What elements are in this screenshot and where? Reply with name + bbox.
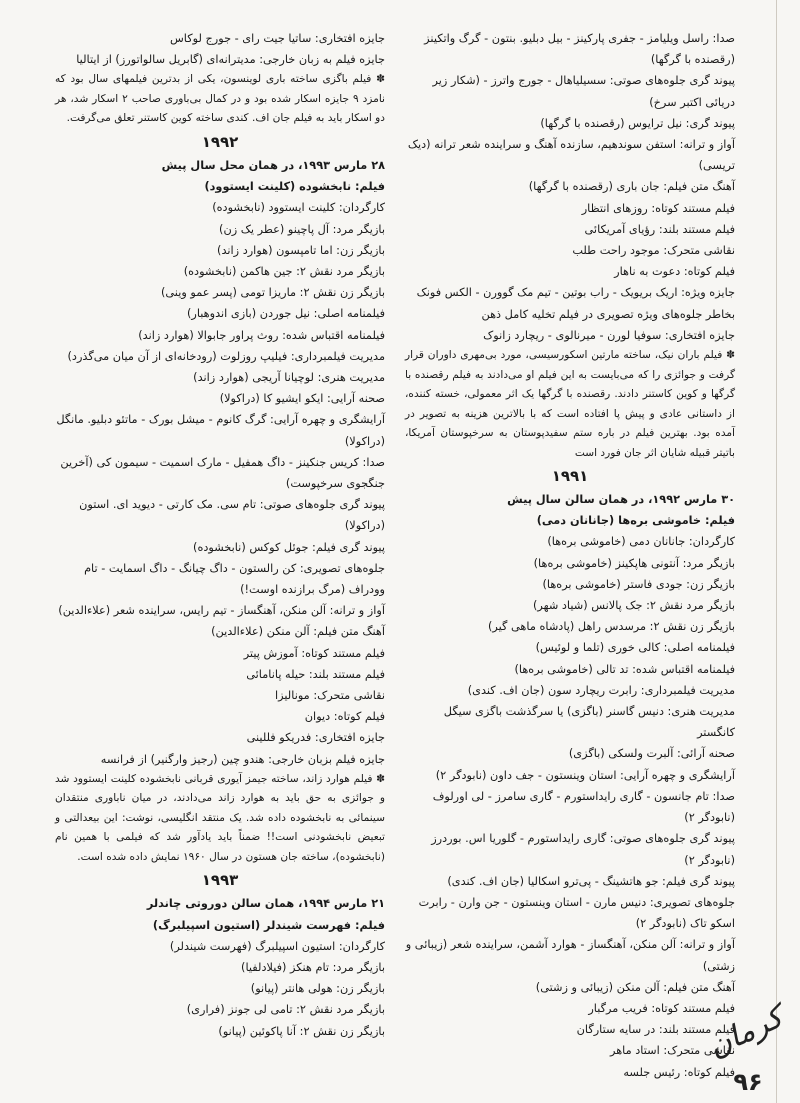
award-entry: صدا: راسل ویلیامز - جفری پارکینز - بیل دبلیو. بنتون - گرگ واتکینز (رقصنده با گرگها) [424,32,735,67]
award-entry: پیوند گری فیلم: جو هاتشینگ - پی‌ترو اسکالیا (جان اف. کندی) [447,874,735,888]
award-entry: بازیگر مرد نقش ۲: جک پالانس (شیاد شهر) [532,599,735,613]
award-entry: جایزه افتخاری: فدریکو فللینی [246,731,385,745]
award-entry: فیلم مستند کوتاه: روزهای انتظار [581,201,735,215]
award-entry: آواز و ترانه: استفن سوندهیم، سازنده آهنگ و سراینده شعر ترانه (دیک تریسی) [407,138,735,173]
award-entry: جایزه فیلم بزبان خارجی: هندو چین (رجیز وارگنیر) از فرانسه [100,752,385,766]
award-entry: مدیریت هنری: لوچیانا آریجی (هوارد زاند) [193,370,385,384]
ceremony-date: ۲۸ مارس ۱۹۹۳، در همان محل سال پیش [161,158,385,172]
award-entry: کارگردان: جانانان دمی (خاموشی بره‌ها) [547,535,735,549]
award-entry: پیوند گری جلوه‌های صوتی: گاری رایداستورم - گلوریا اس. بوردرز (نابودگر ۲) [431,832,735,867]
award-entry: فیلم کوتاه: دیوان [304,710,385,724]
award-entry: جایزه فیلم به زبان خارجی: مدیترانه‌ای (گابریل سالواتورز) از ایتالیا [76,53,385,67]
award-entry: فیلم مستند بلند: حیله پانامائی [246,667,385,681]
award-entry: بازیگر مرد نقش ۲: جین هاکمن (نابخشوده) [183,264,385,278]
award-entry: فیلم مستند بلند: رؤیای آمریکائی [584,222,735,236]
award-entry: فیلمنامه اصلی: نیل جوردن (بازی اندوهبار) [186,307,385,321]
year-heading: ۱۹۹۳ [201,871,239,890]
award-entry: بازیگر زن نقش ۲: ماریزا تومی (پسر عمو وینی) [160,286,385,300]
award-entry: آواز و ترانه: آلن منکن، آهنگساز - هوارد آشمن، سراینده شعر (زیبائی و زشتی) [405,938,735,973]
award-entry: بازیگر مرد: آنتونی هاپکینز (خاموشی بره‌ها) [533,556,735,570]
year-heading: ۱۹۹۱ [551,467,589,486]
award-entry: کارگردان: کلینت ایستوود (نابخشوده) [212,201,385,215]
best-film-line: فیلم: نابخشوده (کلینت ایستوود) [204,180,385,194]
award-entry: بازیگر زن نقش ۲: آنا پاکوئین (پیانو) [218,1024,385,1038]
best-film-line: فیلم: فهرست شیندلر (استیون اسپیلبرگ) [152,918,385,932]
award-entry: صحنه آرائی: آلبرت ولسکی (باگزی) [568,747,735,761]
award-entry: آرایشگری و چهره آرایی: استان وینستون - جف داون (نابودگر ۲) [435,768,735,782]
award-entry: نقاشی متحرک: موجود راحت طلب [572,244,735,258]
award-entry: پیوند گری جلوه‌های صوتی: سسیلیاهال - جورج واترز - (شکار زیر دریائی اکتبر سرخ) [432,74,735,109]
award-entry: فیلمنامه اقتباس شده: تد تالی (خاموشی بره‌ها) [514,662,735,676]
award-entry: فیلم مستند کوتاه: آموزش پیتر [243,646,385,660]
award-entry: مدیریت فیلمبرداری: رابرت ریچارد سون (جان اف. کندی) [467,683,735,697]
ceremony-date: ۲۱ مارس ۱۹۹۴، همان سالن دوروتی چاندلر [146,897,385,911]
magazine-logo: کرمان [702,999,789,1065]
award-entry: پیوند گری فیلم: جوئل کوکس (نابخشوده) [193,540,385,554]
award-entry: جایزه افتخاری: ساتیا جیت رای - جورج لوکاس [170,32,385,45]
award-entry: بازیگر مرد: تام هنکز (فیلادلفیا) [241,960,385,974]
award-entry: جلوه‌های تصویری: دنیس مارن - استان وینستون - جن وارن - رابرت اسکو تاک (نابودگر ۲) [418,895,735,931]
award-entry: مدیریت فیلمبرداری: فیلیپ روزلوت (رودخانه‌ای از آن میان می‌گذرد) [67,349,385,363]
award-entry: بازیگر زن: جودی فاستر (خاموشی بره‌ها) [542,577,735,591]
award-entry: بازیگر زن: هولی هانتر (پیانو) [250,982,385,996]
page-number: ۹۶ [733,1068,763,1096]
award-entry: بازیگر زن نقش ۲: مرسدس راهل (پادشاه ماهی گیر) [487,620,735,634]
editorial-note: ✽ فیلم هوارد زاند، ساخته جیمز آیوری قربانی نابخشوده کلینت ایستوود شد و جوائزی به حق باید به هوارد زاند می‌دادند، در میان ناباوری منتقدان سینمائی به نابخشوده داده شد. یک منتقد انگلیسی، نوشت: این بیعدالتی و تبعیض نابخشودنی است!! ضمناً باید یادآور شد که فیلمی با همین نام (نابخشوده)، ساخته جان هستون در سال ۱۹۶۰ نمایش داده شده است. [55,772,385,863]
award-entry: جایزه ویژه: اریک بریویک - راب بوتین - تیم مک گوورن - الکس فونک بخاطر جلوه‌های ویژه تصویری در فیلم تخلیه کامل ذهن [416,286,735,321]
award-entry: فیلمنامه اقتباس شده: روث پراور جابوالا (هوارد زاند) [138,328,385,342]
editorial-note: ✽ فیلم باران نیک، ساخته مارتین اسکورسیسی، مورد بی‌مهری داوران قرار گرفت و جوائزی را که می‌بایست به این فیلم او می‌دادند به فیلم رقصنده با گرگها و کوین کاستنر دادند. رقصنده با گرگها یک اثر معمولی، خسته کننده، از داستانی عادی و پیش پا افتاده است که با بالاترین هزینه به تصویر در آمده بود. بهترین فیلم در باره ستم سفیدپوستان به سرخپوستان آمریکا، باتیتر قبیله شایان اثر جان فورد است [405,349,735,459]
award-entry: نقاشی متحرک: استاد ماهر [609,1044,735,1058]
award-entry: بازیگر زن: اما تامپسون (هوارد زاند) [217,243,385,257]
award-entry: پیوند گری: نیل ترایوس (رقصنده با گرگها) [540,116,735,130]
award-entry: آواز و ترانه: آلن منکن، آهنگساز - تیم رایس، سراینده شعر (علاءالدین) [58,604,385,618]
best-film-line: فیلم: خاموشی بره‌ها (جانانان دمی) [536,514,735,528]
award-entry: فیلم کوتاه: رئیس جلسه [623,1065,735,1079]
ceremony-date: ۳۰ مارس ۱۹۹۲، در همان سالن سال پیش [507,493,735,507]
award-entry: نقاشی متحرک: مونالیزا [275,688,385,702]
right-column [405,28,735,1083]
award-entry: کارگردان: استیون اسپیلبرگ (فهرست شیندلر) [169,939,385,953]
editorial-note: ✽ فیلم باگزی ساخته باری لوینسون، یکی از بدترین فیلمهای سال بود که نامزد ۹ جایزه اسکار شده بود و در کمال بی‌باوری صاحب ۲ اسکار شد، هر دو اسکار باید به فیلم جان اف. کندی ساخته کوین کاستنر تعلق می‌گرفت. [55,73,386,125]
left-column [55,28,385,1042]
award-entry: آهنگ متن فیلم: جان باری (رقصنده با گرگها) [528,180,735,194]
award-entry: آرایشگری و چهره آرایی: گرگ کانوم - میشل بورک - ماتئو دبلیو. مانگل (دراکولا) [56,413,385,448]
award-entry: فیلم مستند بلند: در سایه ستارگان [576,1023,735,1037]
award-entry: صدا: کریس جنکینز - داگ همفیل - مارک اسمیت - سیمون کی (آخرین جنگجوی سرخپوست) [60,455,385,490]
award-entry: صدا: تام جانسون - گاری رایداستورم - گاری سامرز - لی اورلوف (نابودگر ۲) [432,789,735,825]
award-entry: بازیگر مرد نقش ۲: تامی لی جونز (فراری) [186,1003,385,1017]
award-entry: فیلم مستند کوتاه: فریب مرگبار [588,1001,735,1015]
year-heading: ۱۹۹۲ [201,132,239,151]
award-entry: فیلم کوتاه: دعوت به ناهار [614,265,735,279]
award-entry: صحنه آرایی: ایکو ایشیو کا (دراکولا) [219,392,385,406]
page-edge-line [776,0,777,1103]
award-entry: پیوند گری جلوه‌های صوتی: تام سی. مک کارتی - دیوید ای. استون (دراکولا) [79,498,385,533]
award-entry: آهنگ متن فیلم: آلن منکن (علاءالدین) [211,625,385,639]
award-entry: فیلمنامه اصلی: کالی خوری (تلما و لوئیس) [535,641,735,655]
award-entry: جلوه‌های تصویری: کن رالستون - داگ چیانگ - داگ اسمایت - تام وودراف (مرگ برازنده اوست!) [84,561,385,596]
award-entry: آهنگ متن فیلم: آلن منکن (زیبائی و زشتی) [535,980,735,994]
award-entry: جایزه افتخاری: سوفیا لورن - میرنالوی - ریچارد زانوک [483,328,735,342]
award-entry: بازیگر مرد: آل پاچینو (عطر یک زن) [219,222,385,236]
award-entry: مدیریت هنری: دنیس گاسنر (باگزی) یا سرگذشت باگزی سیگل کانگستر [443,705,735,740]
